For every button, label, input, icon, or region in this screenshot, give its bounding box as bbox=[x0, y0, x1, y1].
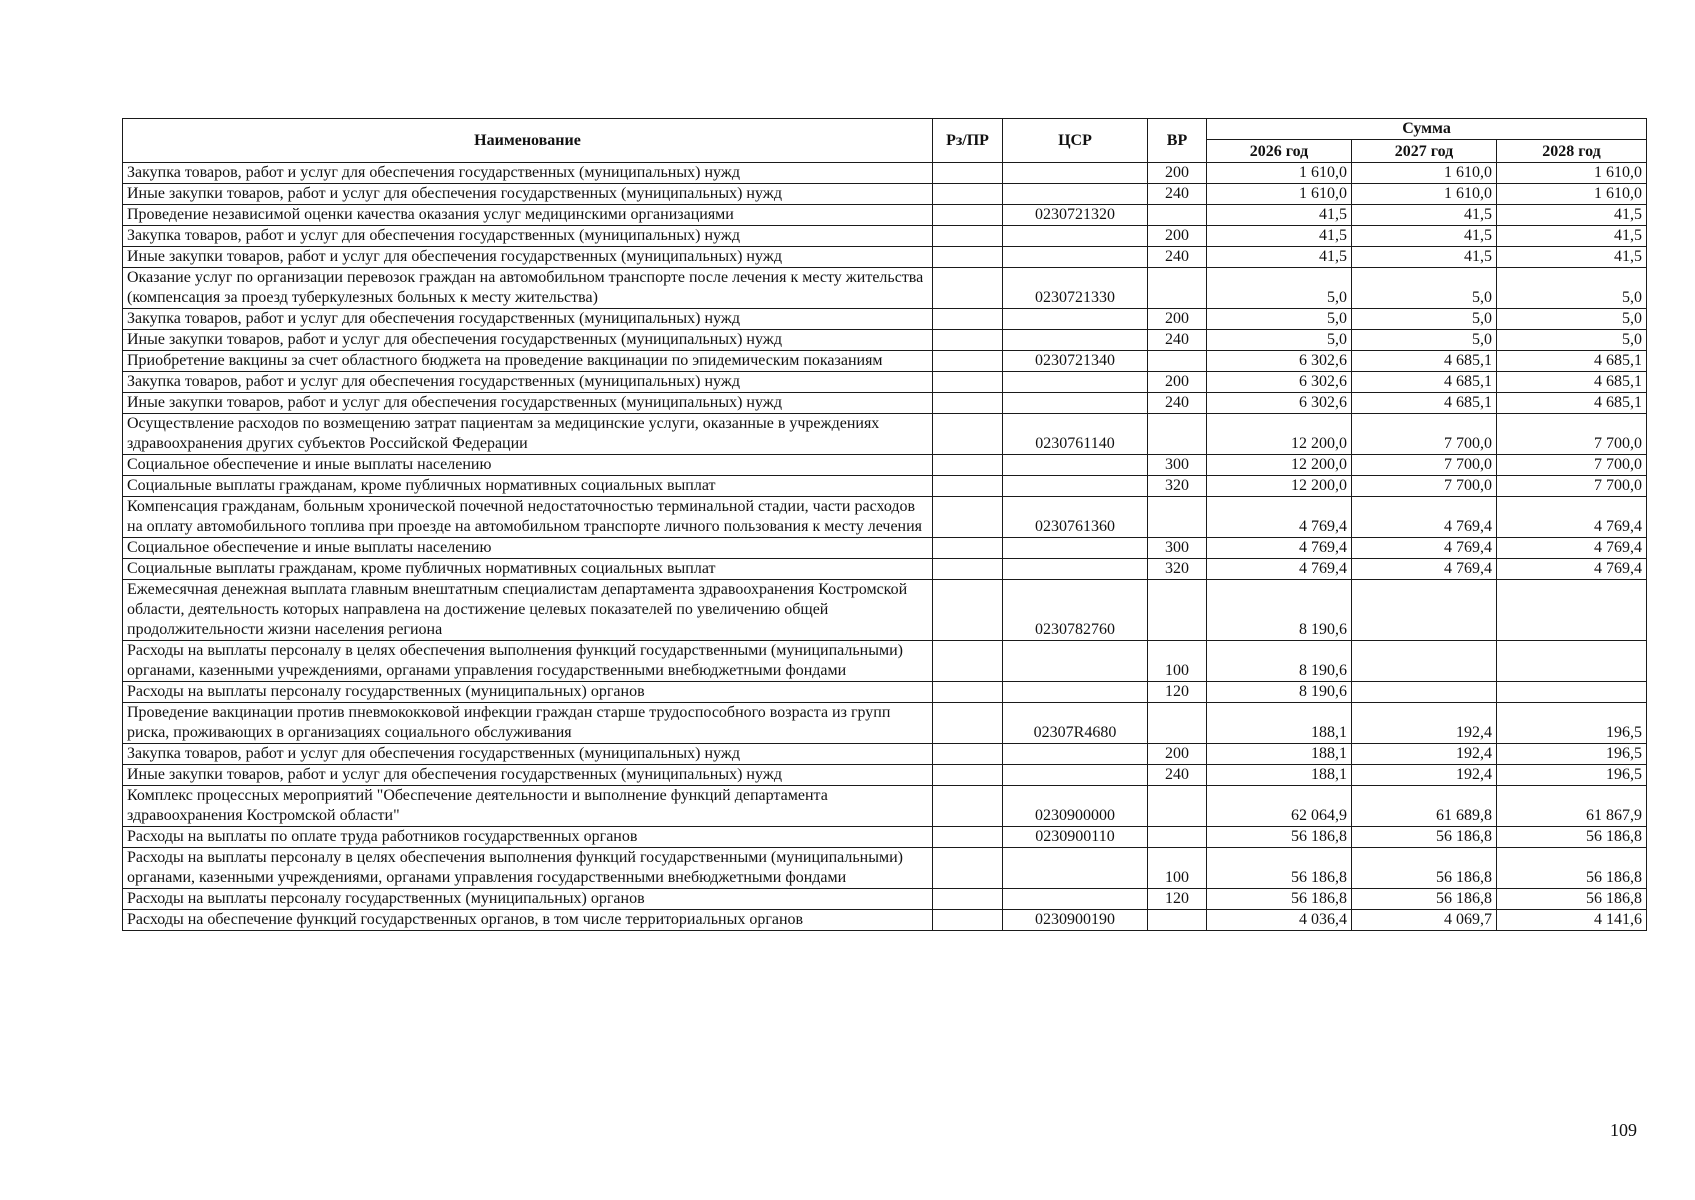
cell-name: Ежемесячная денежная выплата главным внештатным специалистам департамента здравоохранения Костромской области, деятельность которых направлена на достижение целевых показателей по увеличению общей продолжительности жизни населения региона bbox=[123, 580, 933, 641]
cell-csr bbox=[1003, 184, 1148, 205]
cell-name: Приобретение вакцины за счет областного бюджета на проведение вакцинации по эпидемическим показаниям bbox=[123, 351, 933, 372]
cell-2028: 4 769,4 bbox=[1497, 559, 1647, 580]
cell-name: Закупка товаров, работ и услуг для обеспечения государственных (муниципальных) нужд bbox=[123, 744, 933, 765]
cell-rz-pr bbox=[933, 641, 1003, 682]
cell-csr bbox=[1003, 226, 1148, 247]
cell-name: Социальное обеспечение и иные выплаты населению bbox=[123, 455, 933, 476]
header-sum: Сумма bbox=[1207, 119, 1647, 140]
cell-csr bbox=[1003, 309, 1148, 330]
table-row bbox=[123, 393, 1647, 414]
cell-2028: 41,5 bbox=[1497, 247, 1647, 268]
cell-name: Закупка товаров, работ и услуг для обеспечения государственных (муниципальных) нужд bbox=[123, 309, 933, 330]
cell-vr bbox=[1148, 703, 1207, 744]
cell-2028: 1 610,0 bbox=[1497, 184, 1647, 205]
cell-name: Проведение вакцинации против пневмококковой инфекции граждан старше трудоспособного возраста из групп риска, проживающих в организациях социального обслуживания bbox=[123, 703, 933, 744]
cell-csr bbox=[1003, 538, 1148, 559]
cell-2027: 4 769,4 bbox=[1352, 538, 1497, 559]
table-row bbox=[123, 848, 1647, 889]
cell-2028: 4 769,4 bbox=[1497, 497, 1647, 538]
cell-vr bbox=[1148, 827, 1207, 848]
cell-vr: 200 bbox=[1148, 744, 1207, 765]
cell-csr: 0230761360 bbox=[1003, 497, 1148, 538]
cell-name: Социальные выплаты гражданам, кроме публичных нормативных социальных выплат bbox=[123, 559, 933, 580]
cell-rz-pr bbox=[933, 786, 1003, 827]
cell-vr: 320 bbox=[1148, 559, 1207, 580]
header-year-2028: 2028 год bbox=[1497, 140, 1647, 163]
cell-rz-pr bbox=[933, 163, 1003, 184]
cell-2027 bbox=[1352, 580, 1497, 641]
table-row bbox=[123, 641, 1647, 682]
cell-csr bbox=[1003, 682, 1148, 703]
cell-2028: 7 700,0 bbox=[1497, 455, 1647, 476]
cell-csr: 0230721330 bbox=[1003, 268, 1148, 309]
table-row bbox=[123, 765, 1647, 786]
cell-name: Закупка товаров, работ и услуг для обеспечения государственных (муниципальных) нужд bbox=[123, 226, 933, 247]
cell-csr: 0230721340 bbox=[1003, 351, 1148, 372]
header-year-2027: 2027 год bbox=[1352, 140, 1497, 163]
cell-2028: 7 700,0 bbox=[1497, 476, 1647, 497]
table-row bbox=[123, 372, 1647, 393]
cell-vr: 240 bbox=[1148, 330, 1207, 351]
cell-name: Расходы на выплаты персоналу государственных (муниципальных) органов bbox=[123, 889, 933, 910]
cell-rz-pr bbox=[933, 682, 1003, 703]
cell-vr bbox=[1148, 205, 1207, 226]
cell-csr: 0230761140 bbox=[1003, 414, 1148, 455]
cell-rz-pr bbox=[933, 247, 1003, 268]
cell-csr: 0230900110 bbox=[1003, 827, 1148, 848]
cell-vr bbox=[1148, 580, 1207, 641]
cell-rz-pr bbox=[933, 703, 1003, 744]
cell-rz-pr bbox=[933, 205, 1003, 226]
cell-2026: 4 769,4 bbox=[1207, 497, 1352, 538]
table-row bbox=[123, 414, 1647, 455]
cell-2028: 196,5 bbox=[1497, 765, 1647, 786]
cell-2027: 5,0 bbox=[1352, 330, 1497, 351]
cell-2028: 196,5 bbox=[1497, 744, 1647, 765]
cell-2028: 5,0 bbox=[1497, 268, 1647, 309]
cell-vr: 120 bbox=[1148, 889, 1207, 910]
cell-name: Комплекс процессных мероприятий "Обеспечение деятельности и выполнение функций департамента здравоохранения Костромской области" bbox=[123, 786, 933, 827]
cell-vr: 300 bbox=[1148, 538, 1207, 559]
cell-csr bbox=[1003, 393, 1148, 414]
cell-2026: 8 190,6 bbox=[1207, 580, 1352, 641]
header-rz-pr: Рз/ПР bbox=[933, 119, 1003, 163]
cell-name: Оказание услуг по организации перевозок граждан на автомобильном транспорте после лечения к месту жительства (компенсация за проезд туберкулезных больных к месту жительства) bbox=[123, 268, 933, 309]
table-row bbox=[123, 703, 1647, 744]
cell-vr: 200 bbox=[1148, 226, 1207, 247]
cell-vr bbox=[1148, 268, 1207, 309]
table-row bbox=[123, 476, 1647, 497]
cell-csr bbox=[1003, 247, 1148, 268]
cell-vr: 240 bbox=[1148, 765, 1207, 786]
cell-rz-pr bbox=[933, 414, 1003, 455]
cell-2027: 5,0 bbox=[1352, 309, 1497, 330]
cell-2026: 56 186,8 bbox=[1207, 848, 1352, 889]
cell-2028: 56 186,8 bbox=[1497, 848, 1647, 889]
table-row bbox=[123, 497, 1647, 538]
cell-2027: 192,4 bbox=[1352, 703, 1497, 744]
cell-2028: 5,0 bbox=[1497, 330, 1647, 351]
cell-2028: 56 186,8 bbox=[1497, 827, 1647, 848]
table-row bbox=[123, 163, 1647, 184]
cell-2026: 41,5 bbox=[1207, 247, 1352, 268]
cell-2028: 4 769,4 bbox=[1497, 538, 1647, 559]
table-row bbox=[123, 889, 1647, 910]
cell-2026: 41,5 bbox=[1207, 226, 1352, 247]
cell-2028 bbox=[1497, 641, 1647, 682]
table-row bbox=[123, 559, 1647, 580]
cell-2026: 188,1 bbox=[1207, 703, 1352, 744]
table-row bbox=[123, 538, 1647, 559]
cell-vr: 240 bbox=[1148, 393, 1207, 414]
header-name: Наименование bbox=[123, 119, 933, 163]
cell-2028: 4 685,1 bbox=[1497, 393, 1647, 414]
cell-csr bbox=[1003, 889, 1148, 910]
cell-csr bbox=[1003, 765, 1148, 786]
cell-csr: 02307R4680 bbox=[1003, 703, 1148, 744]
table-row bbox=[123, 351, 1647, 372]
cell-2026: 1 610,0 bbox=[1207, 184, 1352, 205]
cell-rz-pr bbox=[933, 393, 1003, 414]
cell-vr: 320 bbox=[1148, 476, 1207, 497]
cell-csr bbox=[1003, 559, 1148, 580]
table-row bbox=[123, 910, 1647, 931]
table-row bbox=[123, 268, 1647, 309]
cell-2028: 4 141,6 bbox=[1497, 910, 1647, 931]
table-body bbox=[123, 163, 1647, 931]
cell-2028: 1 610,0 bbox=[1497, 163, 1647, 184]
cell-2026: 8 190,6 bbox=[1207, 641, 1352, 682]
cell-2028: 196,5 bbox=[1497, 703, 1647, 744]
cell-2028: 5,0 bbox=[1497, 309, 1647, 330]
cell-2026: 56 186,8 bbox=[1207, 827, 1352, 848]
cell-2027: 41,5 bbox=[1352, 247, 1497, 268]
cell-2026: 6 302,6 bbox=[1207, 372, 1352, 393]
table-row bbox=[123, 455, 1647, 476]
table-row bbox=[123, 247, 1647, 268]
cell-2026: 5,0 bbox=[1207, 309, 1352, 330]
cell-rz-pr bbox=[933, 309, 1003, 330]
cell-rz-pr bbox=[933, 268, 1003, 309]
cell-2027: 41,5 bbox=[1352, 205, 1497, 226]
cell-2028: 4 685,1 bbox=[1497, 351, 1647, 372]
cell-2028: 41,5 bbox=[1497, 226, 1647, 247]
cell-2027: 56 186,8 bbox=[1352, 848, 1497, 889]
cell-csr bbox=[1003, 372, 1148, 393]
cell-rz-pr bbox=[933, 226, 1003, 247]
cell-vr bbox=[1148, 910, 1207, 931]
table-row bbox=[123, 786, 1647, 827]
cell-vr bbox=[1148, 351, 1207, 372]
cell-2026: 56 186,8 bbox=[1207, 889, 1352, 910]
cell-2027: 7 700,0 bbox=[1352, 455, 1497, 476]
cell-name: Иные закупки товаров, работ и услуг для обеспечения государственных (муниципальных) нужд bbox=[123, 393, 933, 414]
cell-name: Закупка товаров, работ и услуг для обеспечения государственных (муниципальных) нужд bbox=[123, 372, 933, 393]
cell-csr bbox=[1003, 163, 1148, 184]
cell-vr: 100 bbox=[1148, 641, 1207, 682]
cell-2026: 12 200,0 bbox=[1207, 455, 1352, 476]
cell-rz-pr bbox=[933, 827, 1003, 848]
cell-rz-pr bbox=[933, 559, 1003, 580]
page-number: 109 bbox=[1610, 1120, 1637, 1140]
cell-vr bbox=[1148, 414, 1207, 455]
cell-rz-pr bbox=[933, 476, 1003, 497]
cell-2026: 62 064,9 bbox=[1207, 786, 1352, 827]
cell-name: Расходы на выплаты персоналу в целях обеспечения выполнения функций государственными (муниципальными) органами, казенными учреждениями, органами управления государственными внебюджетными фондами bbox=[123, 641, 933, 682]
cell-csr bbox=[1003, 455, 1148, 476]
cell-2027: 61 689,8 bbox=[1352, 786, 1497, 827]
cell-vr: 100 bbox=[1148, 848, 1207, 889]
cell-name: Социальное обеспечение и иные выплаты населению bbox=[123, 538, 933, 559]
table-row bbox=[123, 184, 1647, 205]
cell-2027: 41,5 bbox=[1352, 226, 1497, 247]
cell-2026: 4 036,4 bbox=[1207, 910, 1352, 931]
cell-csr bbox=[1003, 641, 1148, 682]
cell-csr: 0230782760 bbox=[1003, 580, 1148, 641]
cell-2027: 4 685,1 bbox=[1352, 393, 1497, 414]
cell-name: Закупка товаров, работ и услуг для обеспечения государственных (муниципальных) нужд bbox=[123, 163, 933, 184]
cell-2028: 56 186,8 bbox=[1497, 889, 1647, 910]
header-vr: ВР bbox=[1148, 119, 1207, 163]
cell-vr: 240 bbox=[1148, 184, 1207, 205]
cell-name: Осуществление расходов по возмещению затрат пациентам за медицинские услуги, оказанные в учреждениях здравоохранения других субъектов Российской Федерации bbox=[123, 414, 933, 455]
cell-rz-pr bbox=[933, 455, 1003, 476]
cell-2026: 8 190,6 bbox=[1207, 682, 1352, 703]
cell-2027: 192,4 bbox=[1352, 765, 1497, 786]
cell-2028 bbox=[1497, 580, 1647, 641]
cell-csr: 0230900190 bbox=[1003, 910, 1148, 931]
cell-2026: 1 610,0 bbox=[1207, 163, 1352, 184]
cell-vr bbox=[1148, 786, 1207, 827]
cell-csr: 0230900000 bbox=[1003, 786, 1148, 827]
cell-name: Проведение независимой оценки качества оказания услуг медицинскими организациями bbox=[123, 205, 933, 226]
cell-name: Иные закупки товаров, работ и услуг для обеспечения государственных (муниципальных) нужд bbox=[123, 184, 933, 205]
cell-2027: 1 610,0 bbox=[1352, 163, 1497, 184]
cell-2026: 4 769,4 bbox=[1207, 538, 1352, 559]
cell-name: Иные закупки товаров, работ и услуг для обеспечения государственных (муниципальных) нужд bbox=[123, 765, 933, 786]
cell-2027 bbox=[1352, 682, 1497, 703]
cell-rz-pr bbox=[933, 372, 1003, 393]
cell-2027: 5,0 bbox=[1352, 268, 1497, 309]
cell-2026: 188,1 bbox=[1207, 765, 1352, 786]
cell-2028 bbox=[1497, 682, 1647, 703]
cell-2027: 7 700,0 bbox=[1352, 414, 1497, 455]
cell-2027: 192,4 bbox=[1352, 744, 1497, 765]
cell-rz-pr bbox=[933, 744, 1003, 765]
cell-csr bbox=[1003, 330, 1148, 351]
cell-vr: 200 bbox=[1148, 163, 1207, 184]
cell-2026: 12 200,0 bbox=[1207, 476, 1352, 497]
cell-vr: 200 bbox=[1148, 372, 1207, 393]
cell-rz-pr bbox=[933, 351, 1003, 372]
cell-2028: 4 685,1 bbox=[1497, 372, 1647, 393]
cell-vr: 200 bbox=[1148, 309, 1207, 330]
table-row bbox=[123, 744, 1647, 765]
cell-csr bbox=[1003, 476, 1148, 497]
cell-2026: 12 200,0 bbox=[1207, 414, 1352, 455]
cell-rz-pr bbox=[933, 497, 1003, 538]
cell-2028: 41,5 bbox=[1497, 205, 1647, 226]
cell-csr bbox=[1003, 744, 1148, 765]
table-row bbox=[123, 682, 1647, 703]
budget-table bbox=[122, 118, 1647, 931]
cell-rz-pr bbox=[933, 184, 1003, 205]
cell-vr: 240 bbox=[1148, 247, 1207, 268]
cell-rz-pr bbox=[933, 580, 1003, 641]
cell-2028: 7 700,0 bbox=[1497, 414, 1647, 455]
cell-name: Социальные выплаты гражданам, кроме публичных нормативных социальных выплат bbox=[123, 476, 933, 497]
cell-2026: 5,0 bbox=[1207, 330, 1352, 351]
cell-name: Компенсация гражданам, больным хронической почечной недостаточностью терминальной стадии, части расходов на оплату автомобильного топлива при проезде на автомобильном транспорте личного пользования к месту лечения bbox=[123, 497, 933, 538]
cell-name: Расходы на выплаты персоналу государственных (муниципальных) органов bbox=[123, 682, 933, 703]
cell-csr: 0230721320 bbox=[1003, 205, 1148, 226]
cell-vr bbox=[1148, 497, 1207, 538]
table-row bbox=[123, 226, 1647, 247]
cell-rz-pr bbox=[933, 538, 1003, 559]
table-row bbox=[123, 580, 1647, 641]
cell-rz-pr bbox=[933, 848, 1003, 889]
cell-2027: 4 685,1 bbox=[1352, 351, 1497, 372]
cell-2027: 7 700,0 bbox=[1352, 476, 1497, 497]
cell-2027: 1 610,0 bbox=[1352, 184, 1497, 205]
table-row bbox=[123, 827, 1647, 848]
cell-2026: 6 302,6 bbox=[1207, 393, 1352, 414]
cell-vr: 120 bbox=[1148, 682, 1207, 703]
header-row-top bbox=[123, 119, 1647, 140]
table-row bbox=[123, 309, 1647, 330]
cell-rz-pr bbox=[933, 765, 1003, 786]
cell-2026: 5,0 bbox=[1207, 268, 1352, 309]
cell-2026: 41,5 bbox=[1207, 205, 1352, 226]
cell-rz-pr bbox=[933, 910, 1003, 931]
cell-2027 bbox=[1352, 641, 1497, 682]
cell-2027: 4 685,1 bbox=[1352, 372, 1497, 393]
header-year-2026: 2026 год bbox=[1207, 140, 1352, 163]
cell-2027: 4 069,7 bbox=[1352, 910, 1497, 931]
cell-name: Расходы на выплаты персоналу в целях обеспечения выполнения функций государственными (муниципальными) органами, казенными учреждениями, органами управления государственными внебюджетными фондами bbox=[123, 848, 933, 889]
cell-rz-pr bbox=[933, 889, 1003, 910]
table-row bbox=[123, 205, 1647, 226]
cell-name: Расходы на обеспечение функций государственных органов, в том числе территориальных органов bbox=[123, 910, 933, 931]
cell-2027: 4 769,4 bbox=[1352, 497, 1497, 538]
cell-csr bbox=[1003, 848, 1148, 889]
cell-2027: 56 186,8 bbox=[1352, 889, 1497, 910]
cell-rz-pr bbox=[933, 330, 1003, 351]
header-csr: ЦСР bbox=[1003, 119, 1148, 163]
cell-2028: 61 867,9 bbox=[1497, 786, 1647, 827]
cell-vr: 300 bbox=[1148, 455, 1207, 476]
table-row bbox=[123, 330, 1647, 351]
cell-name: Иные закупки товаров, работ и услуг для обеспечения государственных (муниципальных) нужд bbox=[123, 330, 933, 351]
cell-2026: 188,1 bbox=[1207, 744, 1352, 765]
cell-2027: 4 769,4 bbox=[1352, 559, 1497, 580]
cell-2027: 56 186,8 bbox=[1352, 827, 1497, 848]
cell-name: Иные закупки товаров, работ и услуг для обеспечения государственных (муниципальных) нужд bbox=[123, 247, 933, 268]
cell-2026: 4 769,4 bbox=[1207, 559, 1352, 580]
cell-2026: 6 302,6 bbox=[1207, 351, 1352, 372]
cell-name: Расходы на выплаты по оплате труда работников государственных органов bbox=[123, 827, 933, 848]
